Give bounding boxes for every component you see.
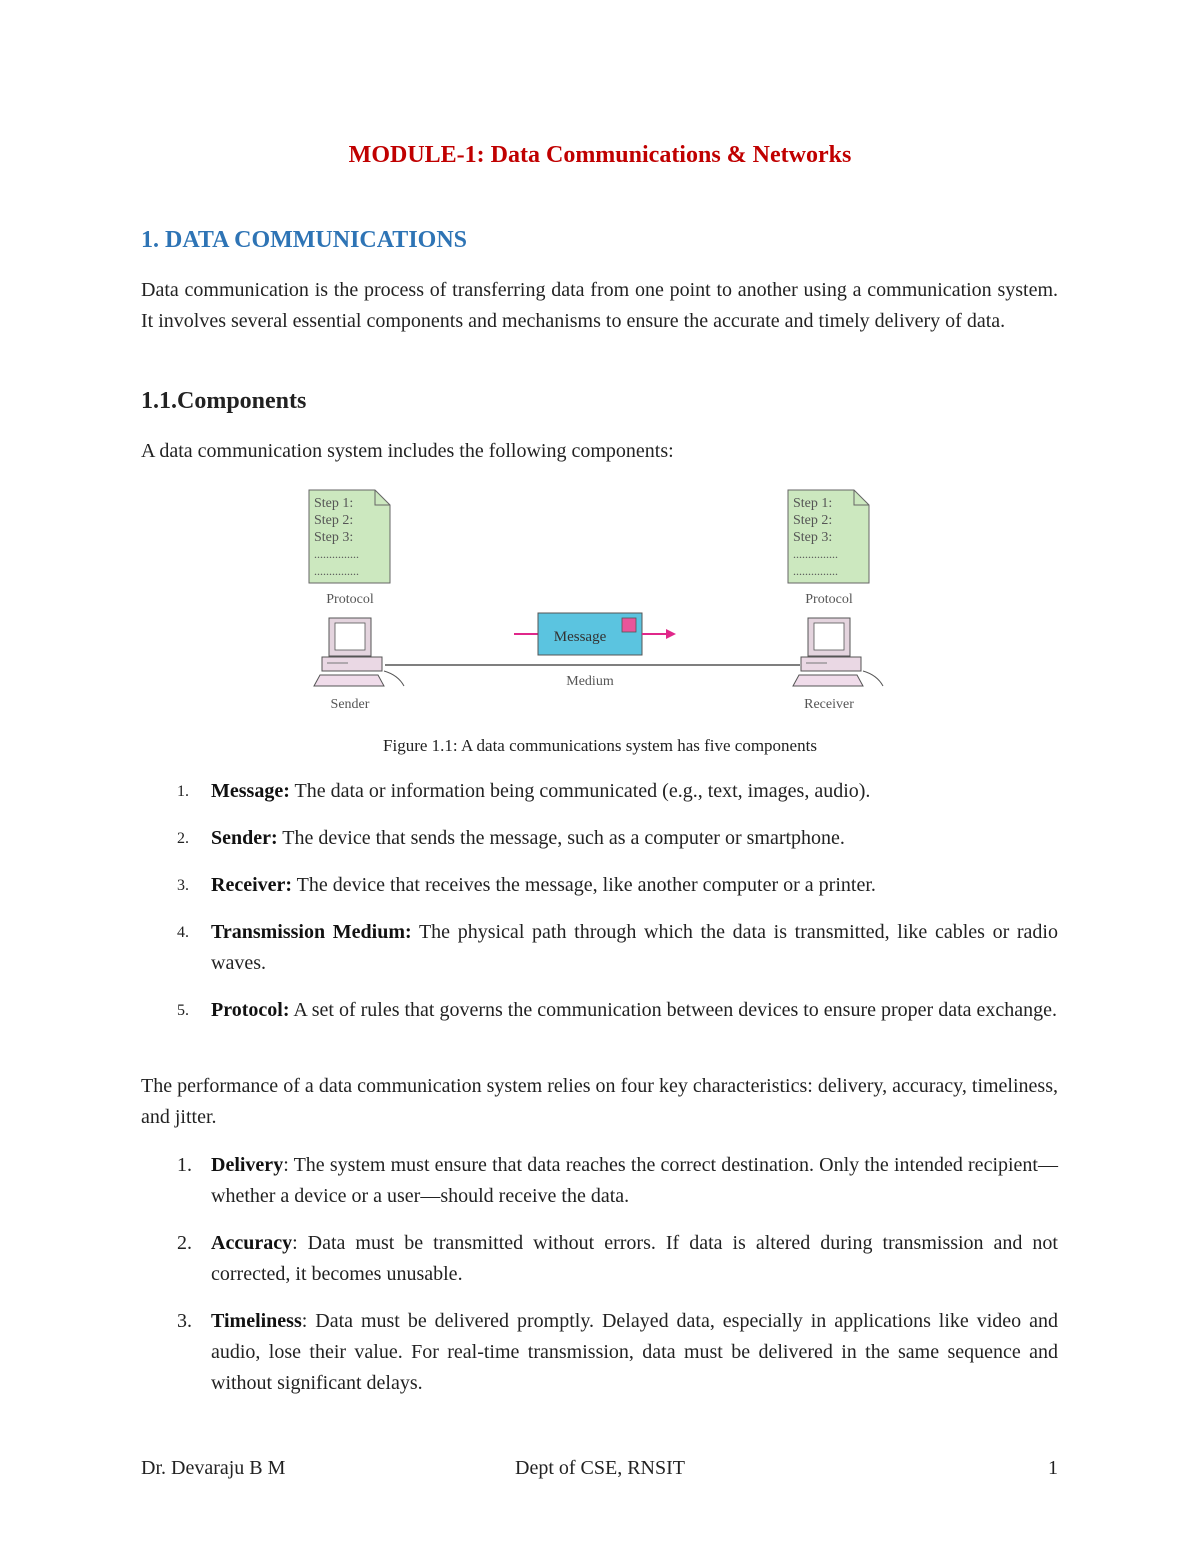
list-term: Accuracy [211,1232,293,1254]
protocol-left-label: Protocol [326,592,374,607]
list-text: The data or information being communicated (e.g., text, images, audio). [289,780,871,802]
list-item [141,995,1058,1026]
list-item [141,823,1058,854]
message-icon [514,613,676,655]
section-heading: 1. DATA COMMUNICATIONS [141,227,468,253]
subsection-heading: 1.1.Components [141,388,307,414]
receiver-doc-step3: Step 3: [793,530,833,545]
list-number: 1. [177,1154,192,1176]
sender-doc-dots1: ............... [314,547,359,561]
list-number: 3. [177,1310,192,1332]
list-item [141,1228,1058,1290]
sender-doc-dots2: ............... [314,564,359,578]
components-intro: A data communication system includes the following components: [141,440,674,462]
receiver-computer-icon [793,618,883,686]
list-item [141,917,1058,979]
list-text: The device that receives the message, like another computer or a printer. [292,874,876,896]
list-item [141,1150,1058,1212]
list-term: Delivery [211,1154,284,1176]
protocol-right-label: Protocol [805,592,853,607]
footer-dept: Dept of CSE, RNSIT [515,1457,685,1479]
list-number: 2. [177,830,189,847]
footer-author: Dr. Devaraju B M [141,1457,286,1479]
performance-paragraph: The performance of a data communication system relies on four key characteristics: delivery, accuracy, timeliness, and jitter. [141,1075,1058,1128]
list-term: Message: [211,780,290,802]
figure-caption: Figure 1.1: A data communications system has five components [383,736,817,755]
sender-label: Sender [330,697,370,712]
list-number: 5. [177,1002,189,1019]
list-number: 1. [177,783,189,800]
intro-paragraph: Data communication is the process of transferring data from one point to another using a communication system. It involves several essential components and mechanisms to ensure the accurate and timely delivery of data. [141,279,1058,332]
receiver-doc-dots1: ............... [793,547,838,561]
list-term: Protocol: [211,999,290,1021]
receiver-doc-dots2: ............... [793,564,838,578]
list-item [141,870,1058,901]
medium-label: Medium [566,674,614,689]
sender-doc-step1: Step 1: [314,496,354,511]
list-text: : Data must be transmitted without errors. If data is altered during transmission and not corrected, it becomes unusable. [211,1232,1058,1285]
characteristics-list [141,1150,1058,1399]
list-text: The device that sends the message, such as a computer or smartphone. [277,827,845,849]
list-number: 3. [177,877,189,894]
receiver-protocol-document-icon [788,490,869,583]
list-text: The physical path through which the data is transmitted, like cables or radio waves. [211,921,1058,974]
receiver-doc-step1: Step 1: [793,496,833,511]
list-term: Sender: [211,827,278,849]
list-term: Timeliness [211,1310,302,1332]
message-label: Message [553,629,607,645]
receiver-doc-step2: Step 2: [793,513,833,528]
list-text: : Data must be delivered promptly. Delayed data, especially in applications like video and audio, lose their value. For real-time transmission, data must be delivered in the same sequence and without significant delays. [211,1310,1058,1394]
sender-computer-icon [314,618,404,686]
list-number: 2. [177,1232,192,1254]
list-item [141,776,1058,807]
list-text: A set of rules that governs the communication between devices to ensure proper data exchange. [289,999,1058,1021]
communication-diagram [300,485,900,715]
list-term: Transmission Medium: [211,921,412,943]
components-list [141,776,1058,1026]
list-item [141,1306,1058,1399]
sender-protocol-document-icon [309,490,390,583]
receiver-label: Receiver [804,697,854,712]
list-term: Receiver: [211,874,293,896]
list-number: 4. [177,924,189,941]
sender-doc-step2: Step 2: [314,513,354,528]
page-title: MODULE-1: Data Communications & Networks [348,142,852,168]
sender-doc-step3: Step 3: [314,530,354,545]
footer-page-number: 1 [1048,1457,1058,1479]
list-text: : The system must ensure that data reaches the correct destination. Only the intended recipient—whether a device or a user—should receive the data. [211,1154,1058,1207]
